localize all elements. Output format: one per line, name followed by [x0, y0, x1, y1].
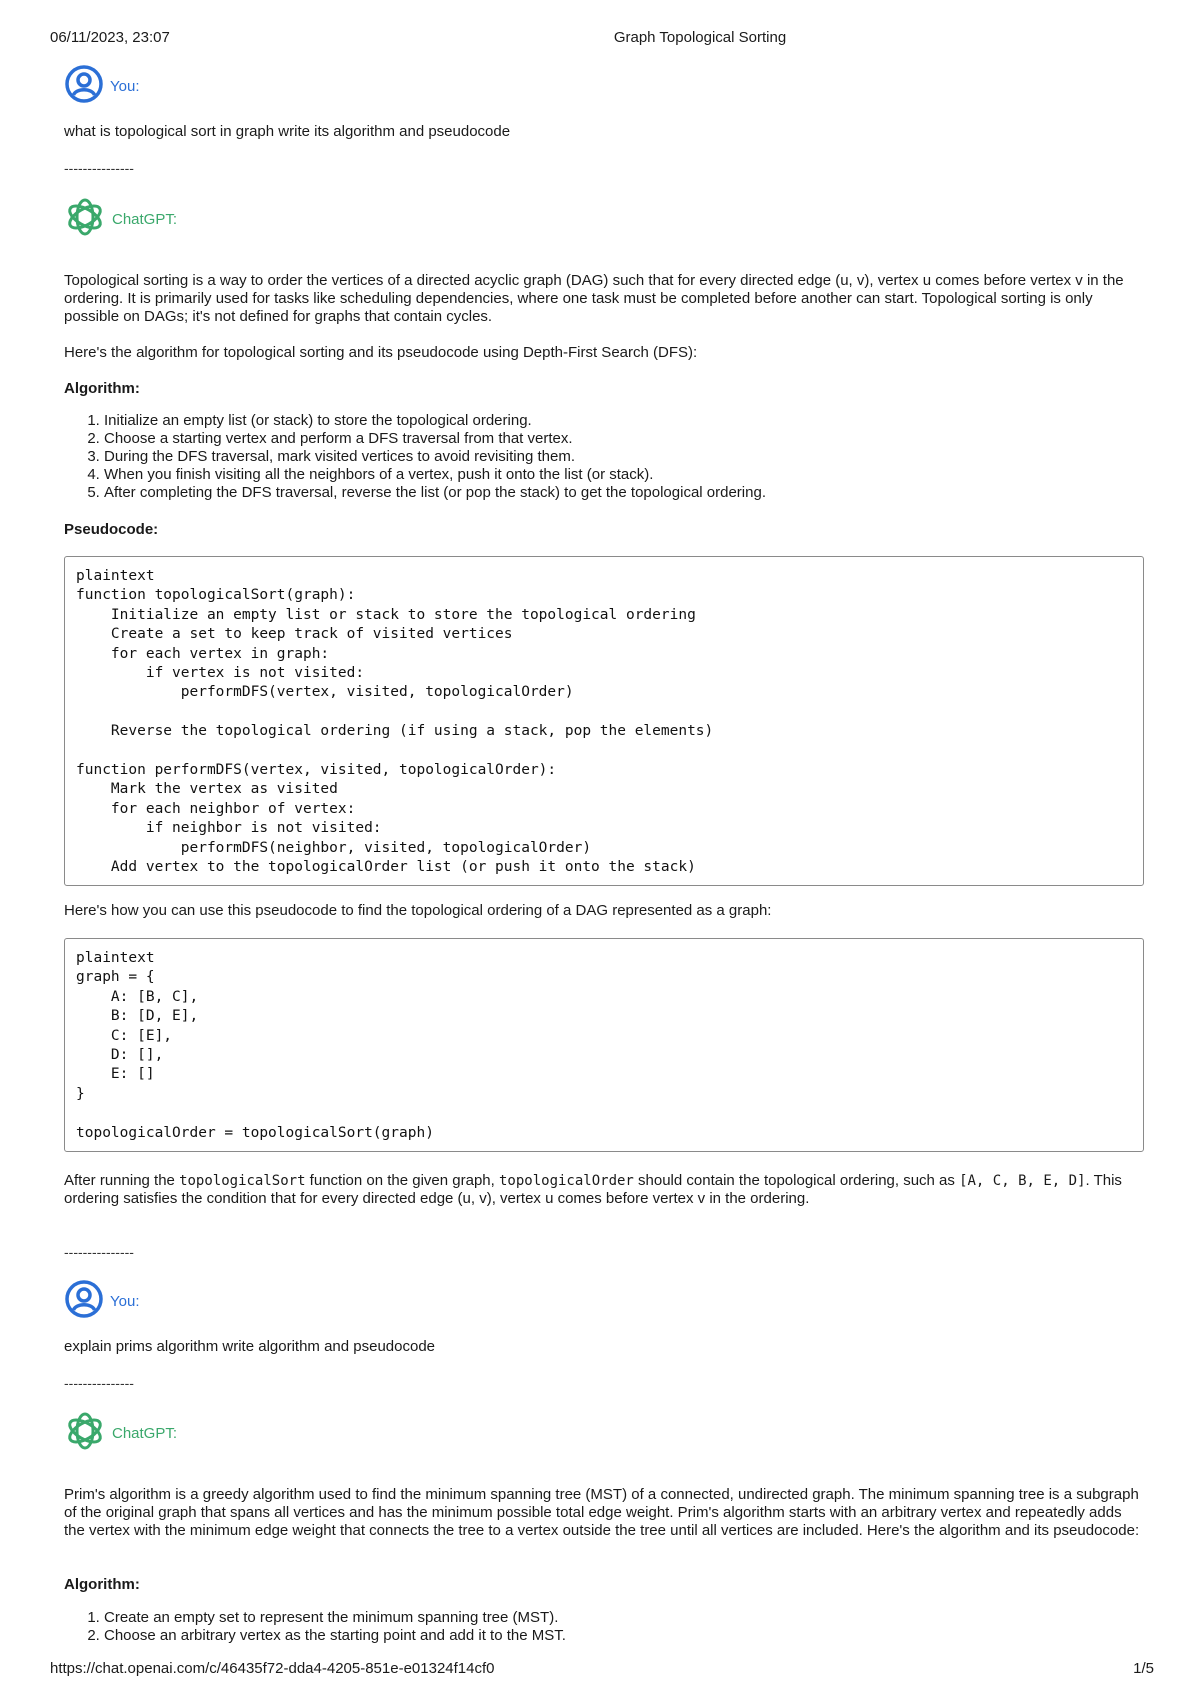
code-block-pseudocode: plaintext function topologicalSort(graph): Initialize an empty list or stack to store the topological ordering Create a set to keep track of visited vertices for each vertex in graph: if vertex is not visited: performDFS(vertex, visited, topologicalOrder) Reverse the topological ordering (if using a stack, pop the elements) function performDFS(vertex, visited, topologicalOrder): Mark the vertex as visited for each neighbor of vertex: if neighbor is not visited: performDFS(neighbor, visited, topologicalOrder) Add vertex to the topologicalOrder list (or push it onto the stack) — [64, 556, 1144, 886]
chatgpt-logo-icon — [64, 1410, 106, 1456]
page-number: 1/5 — [1133, 1660, 1154, 1677]
pseudocode-heading: Pseudocode: — [64, 521, 159, 538]
conclusion-text: After running the — [64, 1172, 180, 1189]
list-item: 2. Choose a starting vertex and perform a DFS traversal from that vertex. — [104, 430, 1144, 448]
algorithm-steps — [64, 1609, 1144, 1645]
speaker-assistant-1 — [64, 196, 177, 242]
answer-intro: Prim's algorithm is a greedy algorithm used to find the minimum spanning tree (MST) of a connected, undirected graph. The minimum spanning tree is a subgraph of the original graph that spans all vertices and has the minimum possible total edge weight. Prim's algorithm starts with an arbitrary vertex and repeatedly adds the vertex with the minimum edge weight that connects the tree to a vertex outside the tree until all vertices are included. Here's the algorithm and its pseudocode: — [64, 1486, 1140, 1539]
user-message-1: what is topological sort in graph write its algorithm and pseudocode — [64, 123, 511, 140]
chatgpt-logo-icon — [64, 196, 106, 242]
user-message-2: explain prims algorithm write algorithm and pseudocode — [64, 1338, 436, 1355]
list-item: 1. Create an empty set to represent the minimum spanning tree (MST). — [104, 1609, 1144, 1627]
print-datetime: 06/11/2023, 23:07 — [50, 29, 170, 46]
inline-code: topologicalSort — [179, 1173, 306, 1189]
speaker-assistant-2 — [64, 1410, 177, 1456]
document-title: Graph Topological Sorting — [613, 29, 787, 46]
answer-conclusion — [64, 1172, 1144, 1208]
answer-intro: Topological sorting is a way to order the vertices of a directed acyclic graph (DAG) such that for every directed edge (u, v), vertex u comes before vertex v in the ordering. It is primarily used for tasks like scheduling dependencies, where one task must be completed before another can start. Topological sorting is only possible on DAGs; it's not defined for graphs that contain cycles. — [64, 272, 1124, 325]
list-item: 3. During the DFS traversal, mark visited vertices to avoid revisiting them. — [104, 448, 1144, 466]
conclusion-text: should contain the topological ordering, such as — [633, 1172, 960, 1189]
user-avatar-icon — [64, 64, 104, 108]
algorithm-heading: Algorithm: — [64, 1576, 140, 1593]
conclusion-text: . This ordering satisfies the condition that for every directed edge (u, v), vertex u comes before vertex v in the ordering. — [64, 1172, 1122, 1207]
speaker-user-1 — [64, 64, 139, 108]
speaker-label: You: — [110, 77, 140, 95]
list-item: 2. Choose an arbitrary vertex as the starting point and add it to the MST. — [104, 1627, 1144, 1645]
speaker-label: ChatGPT: — [112, 1424, 178, 1442]
separator: --------------- — [64, 1375, 134, 1391]
usage-lead: Here's how you can use this pseudocode to find the topological ordering of a DAG represented as a graph: — [64, 902, 772, 919]
user-avatar-icon — [64, 1279, 104, 1323]
conclusion-text: function on the given graph, — [305, 1172, 499, 1189]
footer-url: https://chat.openai.com/c/46435f72-dda4-4205-851e-e01324f14cf0 — [50, 1660, 495, 1677]
separator: --------------- — [64, 160, 134, 176]
separator: --------------- — [64, 1244, 134, 1260]
inline-code: topologicalOrder — [499, 1173, 634, 1189]
algorithm-heading: Algorithm: — [64, 380, 140, 397]
list-item: 1. Initialize an empty list (or stack) to store the topological ordering. — [104, 412, 1144, 430]
answer-lead: Here's the algorithm for topological sorting and its pseudocode using Depth-First Search (DFS): — [64, 344, 698, 361]
speaker-label: ChatGPT: — [112, 210, 178, 228]
list-item: 4. When you finish visiting all the neighbors of a vertex, push it onto the list (or stack). — [104, 466, 1144, 484]
speaker-label: You: — [110, 1292, 140, 1310]
algorithm-steps — [64, 412, 1144, 502]
list-item: 5. After completing the DFS traversal, reverse the list (or pop the stack) to get the topological ordering. — [104, 484, 1144, 502]
inline-code: [A, C, B, E, D] — [959, 1173, 1086, 1189]
speaker-user-2 — [64, 1279, 139, 1323]
code-block-example: plaintext graph = { A: [B, C], B: [D, E], C: [E], D: [], E: [] } topologicalOrder = topologicalSort(graph) — [64, 938, 1144, 1152]
